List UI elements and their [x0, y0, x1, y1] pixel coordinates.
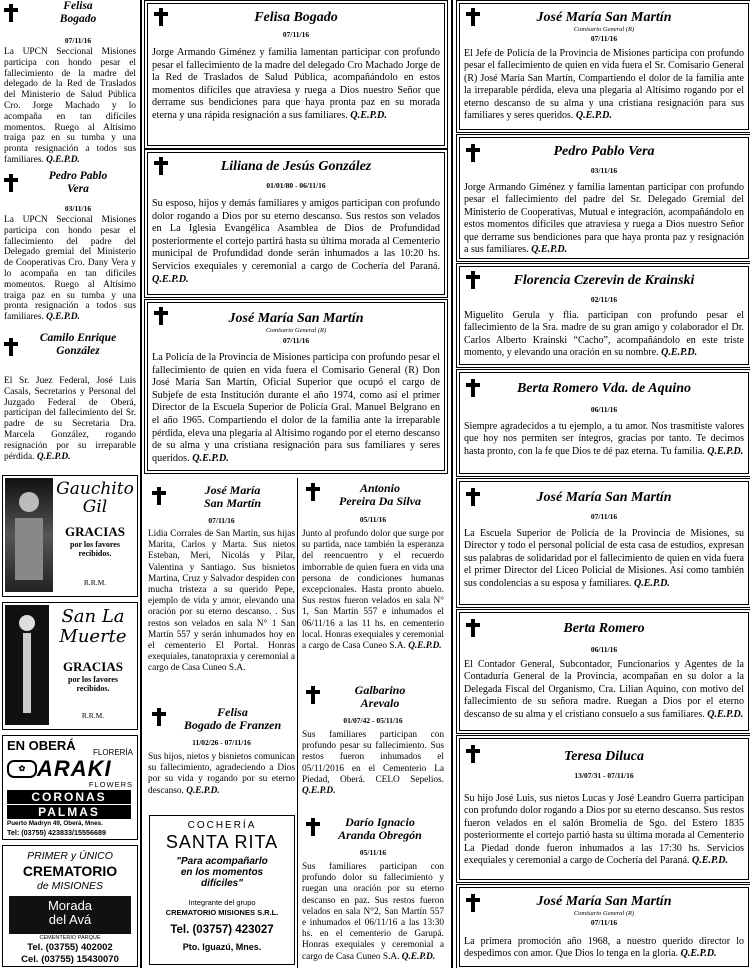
obituary-text: El Sr. Juez Federal, José Luis Casals, Secretarios y Personal del Juzgado Federal de Oberá, participan del fallecimiento del Sr. padre de su Secretaria Dra. Marcela González, rogando resignación por su irreparable pérdida. Q.E.P.D. [4, 376, 136, 462]
ad-address: Puerto Madryn 49, Oberá, Mnes. [7, 820, 103, 827]
obituary-text: Jorge Armando Giménez y familia lamentan participar con profundo pesar el fallecimiento de la madre del delegado Cro Machado Jorge de la Red de Traslados de Salud Pública, acompañándolo en estos momentos difíciles que atraviesa y ruega a Dios nuestro Señor que derrame sus bendiciones para que haya pronta paz en su morada eterna y una rápida resignación a sus familiares. Q.E.P.D. [152, 47, 440, 121]
obituary-date: 02/11/16 [590, 295, 618, 304]
obituary-date: 05/11/16 [359, 515, 387, 524]
qepd-label: Q.E.P.D. [633, 577, 670, 589]
crematorio-ad [2, 845, 138, 967]
obituary-text: Su hijo José Luis, sus nietos Lucas y José Leandro Guerra participan con profundo dolor rogando a Dios por su eterno descanso. Sus restos fueron velados en el salón Bromelia de Sgo. del Estero 1835 posteriormente el cortejo partió hasta su última morada al Cementerio La Piedad donde fueron inhumados a las 17:30 hs. Servicios exequiales y ceremonial a cargo de Cochería del Paraná. Q.E.P.D. [464, 793, 744, 867]
obituary-rank: Comisario General (R) [573, 910, 635, 917]
obituary-date: 06/11/16 [590, 405, 618, 414]
obituary-text: El Jefe de Policía de la Provincia de Misiones participa con profundo pesar el fallecimiento de quien en vida fuera el Sr. Comisario General (R) José María San Martín, Compartiendo el dolor de la familia ante la irreparable pérdida, eleva una plegaria al Altísimo rogando por el eterno descanso de su alma y una cristiana resignación para sus familiares y seres queridos. Q.E.P.D. [464, 48, 744, 122]
obituary-date: 13/07/31 - 07/11/16 [574, 771, 634, 780]
obituary-date: 07/11/16 [208, 516, 235, 525]
ad-subtitle: por los favores recibidos. [68, 675, 118, 693]
obituary-date: 07/11/16 [64, 36, 92, 45]
obituary-name: Pedro Pablo Vera [553, 144, 655, 159]
obituary-text: Sus hijos, nietos y bisnietos comunican su fallecimiento, agradeciendo a Dios por su vida y rogando por su eterno descanso. Q.E.P.D. [148, 752, 295, 796]
obituary-date: 01/07/42 - 05/11/16 [343, 716, 403, 725]
cross-icon [152, 487, 166, 505]
obituary-box [459, 887, 749, 967]
flower-icon: ✿ [7, 760, 37, 778]
obituary-text: La UPCN Seccional Misiones participa con hondo pesar el fallecimiento de la madre del delegado de la Red de Traslados del Ministerio de Salud Pública Cro. Jorge Machado y lo acompaña en tan difíciles momentos. Ruego al Altísimo traiga paz en su tumba y una pronta resignación a todos sus familiares. Q.E.P.D. [4, 47, 136, 165]
floreria-araki-ad [2, 735, 138, 840]
obituary-name: José María San Martín [228, 311, 364, 326]
ad-phone: Tel. (03757) 423027 [170, 924, 274, 936]
obituary-box [459, 372, 749, 474]
obituary-text: Junto al profundo dolor que surge por su partida, nace también la esperanza del reencuentro y el recuerdo imborrable de quien fuera en vida una persona de condiciones humanas excepcionales. Hasta pronto abuelo. Sus restos fueron velados en sala N° 1, San Martín 557 e inhumados el 06/11/16 a las 11 hs. en cementerio local. Honras exequiales y ceremonial a cargo de Casa Cuneo S.A. Q.E.P.D. [302, 529, 444, 652]
ad-cocheria: COCHERÍA [187, 820, 257, 831]
obituary-text: Sus familiares participan con profundo pesar su fallecimiento. Sus restos fueron inhumados el 05/11/2016 en el Cementerio La Piedad, Oberá. CELO Sepelios. Q.E.P.D. [302, 730, 444, 797]
obituary-text: La Escuela Superior de Policía de la Provincia de Misiones, su Director y todo el personal policial de esta casa de estudios, expresan sus palabras de solidaridad por el fallecimiento de quien en vida fuera el primer Director del Liceo Policial de Misiones. Así como también sus condolencias a su esposa y familiares. Q.E.P.D. [464, 528, 744, 589]
ad-cell: Cel. (03755) 15430070 [21, 954, 119, 965]
ad-floreria: FLORERÍA [92, 748, 133, 757]
obituary-name: Florencia Czerevin de Krainski [513, 273, 695, 288]
cocheria-santa-rita-ad [149, 815, 295, 965]
obituary-date: 03/11/16 [64, 204, 92, 213]
obituary-text: Sus familiares participan con profundo dolor su fallecimiento y ruegan una oración por su eterno descanso en paz. Sus restos fueron velados en sala N°2, San Martín 557 e inhumados el 06/11/16 a las 13:30 hs. en el cementerio de Garupá. Honras exequiales y ceremonial a cargo de Casa Cuneo S.A. Q.E.P.D. [302, 862, 444, 962]
qepd-label: Q.E.P.D. [531, 244, 568, 256]
ad-group2: CREMATORIO MISIONES S.R.L. [165, 908, 279, 917]
qepd-label: Q.E.P.D. [186, 785, 220, 796]
obituary-date: 07/11/16 [282, 336, 310, 345]
obituary-name: Camilo Enrique González [39, 332, 117, 357]
ad-top-line: EN OBERÁ [7, 738, 76, 753]
obituary-name: Pedro Pablo Vera [48, 170, 108, 195]
qepd-label: Q.E.P.D. [46, 154, 80, 165]
qepd-label: Q.E.P.D. [152, 273, 189, 285]
obituary-date: 03/11/16 [590, 166, 618, 175]
ad-slogan: "Para acompañarlo en los momentos difíciles" [176, 856, 268, 889]
ad-morada: Morada del Avá [47, 898, 93, 927]
ad-signature: R.R.M. [83, 578, 107, 587]
obituary-name: Darío Ignacio Aranda Obregón [338, 815, 422, 843]
ad-morada-box [9, 896, 131, 934]
obituary-date: 06/11/16 [590, 645, 618, 654]
qepd-label: Q.E.P.D. [707, 445, 744, 457]
ad-palmas: PALMAS [7, 805, 131, 819]
obituary-rank: Comisario General (R) [573, 26, 635, 33]
obituary-name: Felisa Bogado de Franzen [183, 705, 282, 733]
ad-gracias: GRACIAS [65, 524, 125, 539]
san-la-muerte-ad [2, 602, 138, 730]
obituary-date: 05/11/16 [359, 848, 387, 857]
obituary-name: Teresa Diluca [564, 749, 644, 764]
qepd-label: Q.E.P.D. [46, 312, 80, 323]
ad-brand: ARAKI [37, 756, 112, 781]
obituary-name: José María San Martín [203, 483, 262, 511]
obituary-box [459, 3, 749, 130]
qepd-label: Q.E.P.D. [401, 951, 436, 962]
column-divider [140, 0, 142, 968]
obituary-box [459, 738, 749, 880]
ad-line3: de MISIONES [37, 880, 103, 892]
ad-title: San La Muerte [59, 606, 127, 647]
obituary-box [147, 152, 445, 295]
column-divider [297, 478, 298, 968]
obituary-name: Antonio Pereira Da Silva [339, 481, 421, 509]
obituary-date: 07/11/16 [590, 34, 618, 43]
obituary-text: La Policía de la Provincia de Misiones participa con profundo pesar el fallecimiento de quien en vida fuera el Comisario General (R) Don José María San Martín, Oficial Superior que ocupó el cargo de Subjefe de esta Institución durante el año 1974, como así el primer Director de la Escuela Superior de Policía Gral. Manuel Belgrano en el año 1965. Compartiendo el dolor de la familia ante la irreparable pérdida, eleva una plegaria al Altísimo rogando por el eterno descanso de su alma y una cristiana resignación para sus familiares y seres queridos. Q.E.P.D. [152, 352, 440, 464]
obituary-name: Berta Romero [563, 621, 645, 636]
obituary-name: José María San Martín [536, 10, 672, 25]
qepd-label: Q.E.P.D. [350, 109, 387, 121]
ad-phone: Tel. (03755) 402002 [27, 942, 113, 953]
column-divider [451, 0, 453, 968]
obituary-name: Felisa Bogado [254, 10, 338, 25]
obituary-box [459, 266, 749, 365]
qepd-label: Q.E.P.D. [192, 452, 229, 464]
qepd-label: Q.E.P.D. [661, 347, 698, 359]
obituary-name: Galbarino Arevalo [354, 683, 406, 711]
obituary-box [459, 137, 749, 259]
cross-icon [152, 708, 166, 726]
obituary-box [459, 481, 749, 605]
obituary-text: Lidia Corrales de San Martín, sus hijas Marita, Carlos y Marta. Sus nietos Esteban, Meri, Nicolás y Pilar, Valentina y Santiago. Sus bisnietos Martina, Cruz y Salvador despiden con mucha tristeza a su querido Pepe, ejemplo de vida y amor, elevando una oración por su eterno descanso. . Sus restos son velados en sala N° 1 San Martín 557 y serán inhumados hoy en el cementerio El Portal. Honras exequiales, tanatopraxia y ceremonial a cargo de Casa Cuneo S.A. [148, 529, 295, 674]
ad-coronas: CORONAS [7, 790, 131, 804]
obituary-text: El Contador General, Subcontador, Funcionarios y Agentes de la Contaduría General de la Provincia, acompañan en su dolor a la Delegada Fiscal del Organismo, Cra. Lilian Aquino, con motivo del fallecimiento de su señora madre. Ruegan a Dios por el eterno descanso de su alma y el cristiano consuelo a sus familiares. Q.E.P.D. [464, 659, 744, 720]
qepd-label: Q.E.P.D. [408, 641, 442, 652]
ad-group: Integrante del grupo [188, 898, 256, 907]
cross-icon [4, 338, 18, 356]
ad-city: Pto. Iguazú, Mnes. [182, 942, 262, 952]
qepd-label: Q.E.P.D. [707, 708, 744, 720]
obituary-name: José María San Martín [536, 490, 672, 505]
qepd-label: Q.E.P.D. [575, 110, 612, 122]
ad-brand: SANTA RITA [165, 832, 279, 852]
obituary-text: Miguelito Gerula y flia. participan con profundo pesar el fallecimiento de la Sra. madre de su gran amigo y colaborador el Dr. Carlos Alberto Krainski “Cacho”, acompañándolo en este triste momento, y elevando una oración en su nombre. Q.E.P.D. [464, 310, 744, 359]
obituary-text: Su esposo, hijos y demás familiares y amigos participan con profundo dolor rogando a Dios por su eterno descanso. Sus restos son velados en La Iglesia Evangélica Asamblea de Dios de Profundidad posteriormente el cortejo partirá hasta su última morada al Cementerio municipal de Profundidad donde serán inhumados a las 10:20 hs. Servicios exequiales y ceremonial a cargo de Cochería del Paraná. Q.E.P.D. [152, 198, 440, 285]
qepd-label: Q.E.P.D. [692, 855, 728, 867]
ad-signature: R.R.M. [81, 711, 105, 720]
obituary-date: 07/11/16 [282, 30, 310, 39]
obituary-text: La UPCN Seccional Misiones participa con hondo pesar el fallecimiento del padre del Delegado gremial del Ministerio de Cooperativas Cro. Dany Vera y lo acompaña en tan difíciles momentos. Ruego al Altísimo traiga paz en su tumba y una pronta resignación a todos sus familiares. Q.E.P.D. [4, 215, 136, 323]
obituary-name: Felisa Bogado [59, 0, 97, 25]
obituary-rank: Comisario General (R) [265, 327, 327, 334]
obituary-text: Jorge Armando Giménez y familia lamentan participar con profundo pesar el fallecimiento del padre del Sr. Delegado Gremial del Ministerio de Cooperativas, Mutual e integración, acompañándolo en estos momentos difíciles que atraviesa y ruega a Dios nuestro Señor que derrame sus bendiciones para que haya pronta paz y resignación a sus familiares. Q.E.P.D. [464, 182, 744, 256]
obituary-date: 07/11/16 [590, 918, 618, 927]
obituary-box [147, 3, 445, 146]
qepd-label: Q.E.P.D. [680, 948, 717, 960]
cross-icon [4, 4, 18, 22]
ad-phone: Tel: (03755) 423833/15556689 [7, 828, 106, 837]
obituary-name: José María San Martín [536, 894, 672, 909]
saint-image [5, 605, 49, 725]
ad-line1: PRIMER y ÚNICO [27, 850, 113, 862]
obituary-name: Liliana de Jesús González [220, 159, 372, 174]
obituary-date: 01/01/80 - 06/11/16 [266, 181, 326, 190]
ad-gracias: GRACIAS [63, 659, 123, 674]
obituary-name: Berta Romero Vda. de Aquino [516, 381, 692, 396]
obituary-text: Siempre agradecidos a tu ejemplo, a tu amor. Nos trasmitiste valores que hoy nos permiten ser íntegros, gracias por tanto. Te decimos hasta pronto, con la fe que Dios te dé paz eterna. Tu familia. Q.E.P.D. [464, 421, 744, 457]
saint-image [5, 478, 53, 592]
ad-title: Gauchito Gil [56, 479, 134, 517]
obituary-text: La primera promoción año 1968, a nuestro querido director lo despedimos con amor. Que Dios lo tenga en la gloria. Q.E.P.D. [464, 936, 744, 960]
obituary-date: 07/11/16 [590, 512, 618, 521]
ad-subtitle: por los favores recibidos. [70, 540, 120, 558]
ad-flowers: FLOWERS [88, 780, 133, 789]
obituary-box [147, 302, 445, 471]
gauchito-gil-ad [2, 475, 138, 597]
cross-icon [4, 174, 18, 192]
qepd-label: Q.E.P.D. [36, 451, 71, 462]
ad-line2: CREMATORIO [22, 863, 118, 879]
ad-parque: CEMENTERIO PARQUE [39, 935, 101, 941]
obituary-date: 11/02/26 - 07/11/16 [192, 738, 251, 747]
qepd-label: Q.E.P.D. [302, 786, 336, 797]
obituary-box [459, 612, 749, 731]
